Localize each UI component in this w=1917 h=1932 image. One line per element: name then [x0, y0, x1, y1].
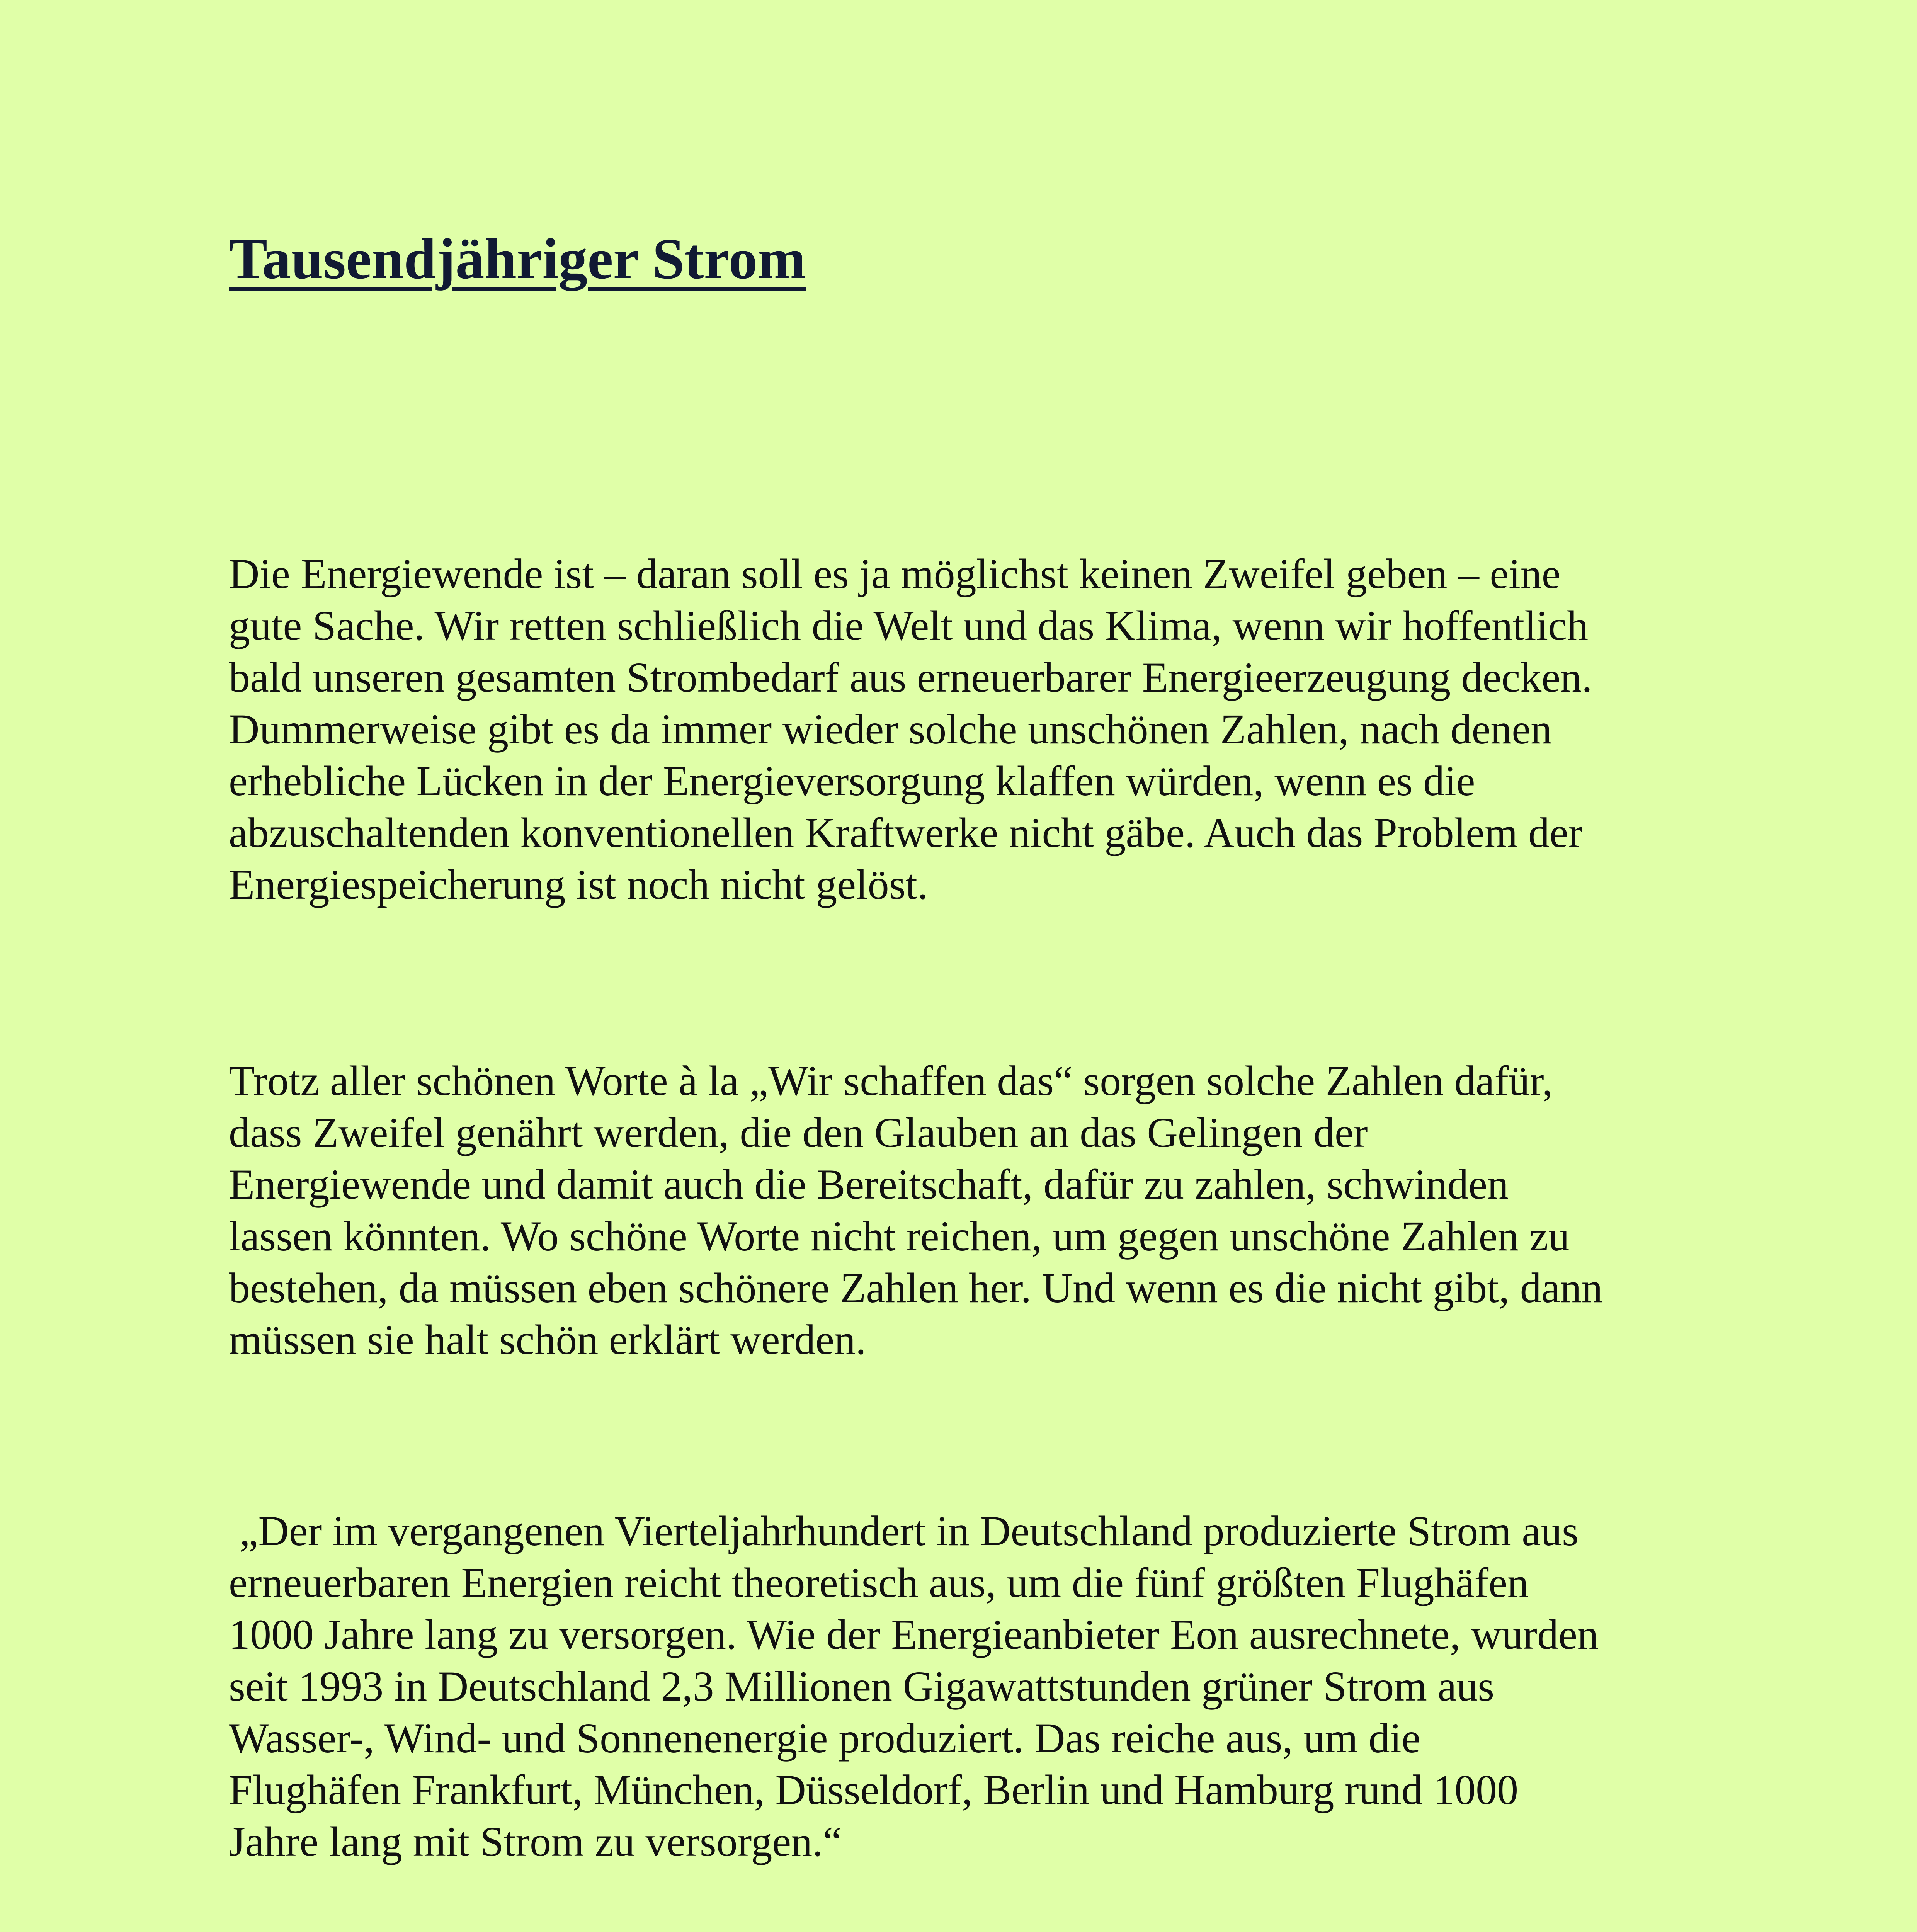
text-line: Trotz aller schönen Worte à la „Wir schaffen das“ sorgen solche Zahlen dafür, — [229, 1057, 1553, 1104]
text-line: Die Energiewende ist – daran soll es ja möglichst keinen Zweifel geben – eine — [229, 550, 1561, 597]
text-line: erhebliche Lücken in der Energieversorgung klaffen würden, wenn es die — [229, 757, 1475, 804]
text-line: gute Sache. Wir retten schließlich die Welt und das Klima, wenn wir hoffentlich — [229, 602, 1589, 649]
paragraph-intro — [229, 548, 1736, 910]
text-line: Dummerweise gibt es da immer wieder solche unschönen Zahlen, nach denen — [229, 706, 1552, 753]
text-line: Energiespeicherung ist noch nicht gelöst. — [229, 861, 928, 908]
text-line: Energiewende und damit auch die Bereitschaft, dafür zu zahlen, schwinden — [229, 1161, 1509, 1208]
text-line: dass Zweifel genährt werden, die den Glauben an das Gelingen der — [229, 1109, 1368, 1156]
text-line: Flughäfen Frankfurt, München, Düsseldorf, Berlin und Hamburg rund 1000 — [229, 1766, 1519, 1813]
text-line: abzuschaltenden konventionellen Kraftwerke nicht gäbe. Auch das Problem der — [229, 809, 1583, 856]
text-line: müssen sie halt schön erklärt werden. — [229, 1316, 866, 1363]
text-line: „Der im vergangenen Vierteljahrhundert in Deutschland produzierte Strom aus — [229, 1507, 1579, 1554]
text-line: erneuerbaren Energien reicht theoretisch aus, um die fünf größten Flughäfen — [229, 1559, 1529, 1606]
text-line: Wasser-, Wind- und Sonnenenergie produziert. Das reiche aus, um die — [229, 1714, 1420, 1762]
paragraph-quote — [229, 1505, 1736, 1867]
paragraph-doubts — [229, 1055, 1736, 1366]
document-title: Tausendjähriger Strom — [229, 227, 806, 291]
text-line: bald unseren gesamten Strombedarf aus erneuerbarer Energieerzeugung decken. — [229, 654, 1592, 701]
text-line: bestehen, da müssen eben schönere Zahlen her. Und wenn es die nicht gibt, dann — [229, 1264, 1603, 1311]
text-line: 1000 Jahre lang zu versorgen. Wie der Energieanbieter Eon ausrechnete, wurden — [229, 1611, 1599, 1658]
text-line: lassen könnten. Wo schöne Worte nicht reichen, um gegen unschöne Zahlen zu — [229, 1213, 1570, 1260]
text-line: Jahre lang mit Strom zu versorgen.“ — [229, 1818, 842, 1865]
text-line: seit 1993 in Deutschland 2,3 Millionen Gigawattstunden grüner Strom aus — [229, 1663, 1495, 1710]
